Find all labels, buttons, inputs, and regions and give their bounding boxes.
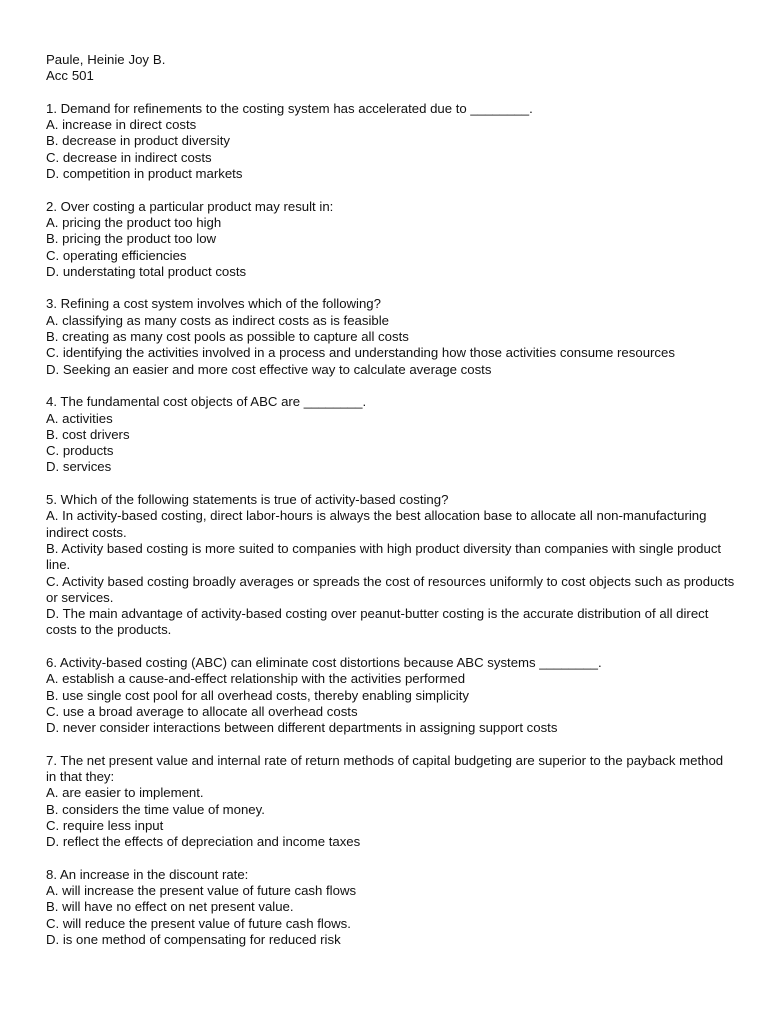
question-stem: 7. The net present value and internal rate of return methods of capital budgeting are superior to the payback method in that they: [46,752,724,785]
question-7 [46,753,736,851]
answer-option-d: D. The main advantage of activity-based costing over peanut-butter costing is the accurate distribution of all direct costs to the products. [46,606,709,638]
question-2 [46,199,736,280]
document-header [46,52,736,85]
question-stem: 6. Activity-based costing (ABC) can eliminate cost distortions because ABC systems ________. [46,654,602,670]
answer-option-d: D. reflect the effects of depreciation and income taxes [46,834,361,850]
question-4 [46,394,736,475]
answer-option-c: C. require less input [46,817,164,833]
answer-option-b: B. use single cost pool for all overhead costs, thereby enabling simplicity [46,687,469,703]
answer-option-b: B. considers the time value of money. [46,801,265,817]
answer-option-c: C. operating efficiencies [46,247,187,263]
answer-option-d: D. services [46,459,112,475]
question-1 [46,101,736,182]
question-stem: 5. Which of the following statements is true of activity-based costing? [46,492,449,508]
answer-option-a: A. will increase the present value of future cash flows [46,883,357,899]
answer-option-b: B. cost drivers [46,426,130,442]
answer-option-b: B. will have no effect on net present value. [46,899,294,915]
answer-option-d: D. is one method of compensating for reduced risk [46,932,341,948]
question-stem: 8. An increase in the discount rate: [46,866,249,882]
course-code: Acc 501 [46,68,94,84]
answer-option-a: A. activities [46,410,113,426]
answer-option-a: A. establish a cause-and-effect relationship with the activities performed [46,671,466,687]
student-name: Paule, Heinie Joy B. [46,52,166,67]
answer-option-a: A. In activity-based costing, direct labor-hours is always the best allocation base to allocate all non-manufacturing indirect costs. [46,508,707,540]
question-3 [46,296,736,377]
question-6 [46,655,736,736]
answer-option-d: D. competition in product markets [46,166,243,182]
answer-option-d: D. never consider interactions between different departments in assigning support costs [46,720,558,736]
question-stem: 4. The fundamental cost objects of ABC are ________. [46,394,367,410]
question-8 [46,867,736,948]
document-page [46,52,736,948]
answer-option-c: C. Activity based costing broadly averages or spreads the cost of resources uniformly to cost objects such as products or services. [46,573,735,605]
answer-option-a: A. increase in direct costs [46,117,197,133]
answer-option-b: B. Activity based costing is more suited to companies with high product diversity than companies with single product line. [46,540,722,573]
answer-option-c: C. identifying the activities involved in a process and understanding how those activities consume resources [46,345,675,361]
answer-option-a: A. pricing the product too high [46,214,222,230]
answer-option-d: D. understating total product costs [46,263,247,279]
question-5 [46,492,736,639]
answer-option-b: B. decrease in product diversity [46,133,230,149]
answer-option-c: C. use a broad average to allocate all overhead costs [46,703,358,719]
answer-option-d: D. Seeking an easier and more cost effective way to calculate average costs [46,361,492,377]
question-stem: 1. Demand for refinements to the costing system has accelerated due to ________. [46,100,533,116]
answer-option-b: B. creating as many cost pools as possible to capture all costs [46,329,409,345]
answer-option-c: C. decrease in indirect costs [46,149,212,165]
question-stem: 3. Refining a cost system involves which of the following? [46,296,381,312]
question-stem: 2. Over costing a particular product may result in: [46,198,334,214]
answer-option-b: B. pricing the product too low [46,231,217,247]
answer-option-c: C. products [46,443,114,459]
answer-option-a: A. classifying as many costs as indirect costs as is feasible [46,312,390,328]
answer-option-a: A. are easier to implement. [46,785,204,801]
answer-option-c: C. will reduce the present value of future cash flows. [46,915,351,931]
